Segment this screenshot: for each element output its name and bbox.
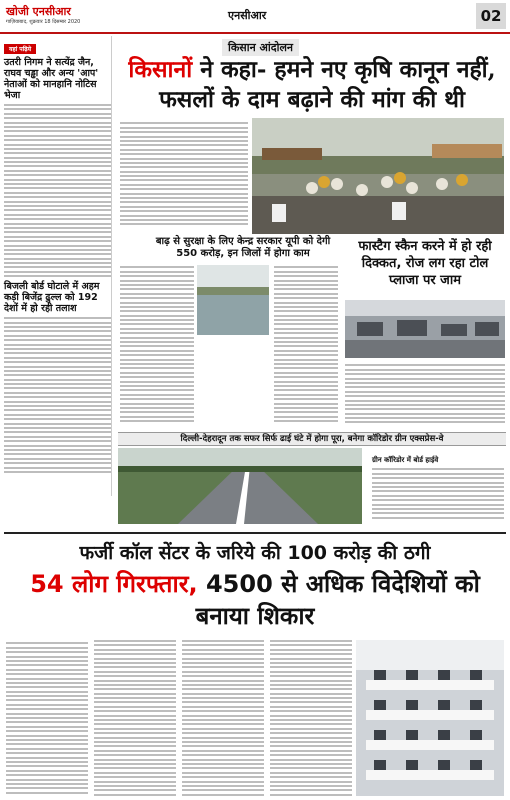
dateline: गाज़ियाबाद, शुक्रवार 18 दिसम्बर 2020 — [6, 19, 81, 25]
fraud-headline-2 — [6, 568, 504, 632]
main-headline-rest: ने कहा- हमने नए कृषि कानून नहीं, फसलों के दाम बढ़ाने की मांग की थी — [159, 56, 496, 113]
left-headline-2: बिजली बोर्ड घोटाले में अहम कड़ी बिजेंद्र ढुल्ल को 192 देशों में हो रही तलाश — [4, 281, 100, 315]
call-center-photo — [356, 640, 504, 796]
green-corridor-box-body — [372, 466, 504, 528]
fastag-story-body — [345, 362, 505, 430]
left-body-2 — [4, 317, 111, 473]
section-name: एनसीआर — [228, 9, 267, 22]
left-headline-1: उतरी निगम ने सत्येंद्र जैन, राघव चड्ढा और अन्य 'आप' नेताओं को मानहानि नोटिस भेजा — [4, 57, 99, 101]
fraud-headline-2-red: 54 लोग गिरफ्तार, — [30, 570, 198, 598]
farmers-protest-photo — [252, 118, 504, 234]
story-tag: किसान आंदोलन — [222, 39, 299, 56]
flood-subheadline: बाढ़ से सुरक्षा के लिए केन्द्र सरकार यूपी को देगी 550 करोड़, इन जिलों में होगा काम — [155, 236, 331, 259]
fastag-headline: फास्टैग स्कैन करने में हो रही दिक्कत, रोज लग रहा टोल प्लाजा पर जाम — [358, 239, 492, 288]
section-divider — [4, 532, 506, 534]
main-story-body-left — [120, 120, 248, 232]
main-headline-red: किसानों — [128, 56, 193, 83]
fraud-headline-2-rest: 4500 से अधिक विदेशियों को बनाया शिकार — [195, 570, 480, 630]
fraud-story-body — [6, 640, 352, 796]
river-photo — [197, 265, 269, 335]
expressway-photo — [118, 448, 362, 524]
page-number: 02 — [476, 3, 506, 29]
fraud-headline-1: फर्जी कॉल सेंटर के जरिये की 100 करोड़ की ठगी — [79, 542, 431, 564]
flood-story-body — [120, 264, 194, 429]
green-corridor-box-title: ग्रीन कॉरिडोर में बोर्ड हाईवे — [372, 456, 439, 464]
section-tag: यहां पढ़िये — [4, 44, 36, 54]
toll-plaza-photo — [345, 300, 505, 358]
brand-name: खोजी एनसीआर — [6, 5, 71, 18]
masthead — [0, 0, 510, 34]
expressway-strip-headline: दिल्ली-देहरादून तक सफर सिर्फ ढाई घंटे में होगा पूरा, बनेगा कॉरिडोर ग्रीन एक्सप्रेस-वे — [118, 432, 506, 446]
left-body-1 — [4, 104, 111, 277]
flood-story-body-right — [274, 264, 338, 429]
left-column — [4, 36, 112, 496]
main-headline — [120, 55, 504, 115]
